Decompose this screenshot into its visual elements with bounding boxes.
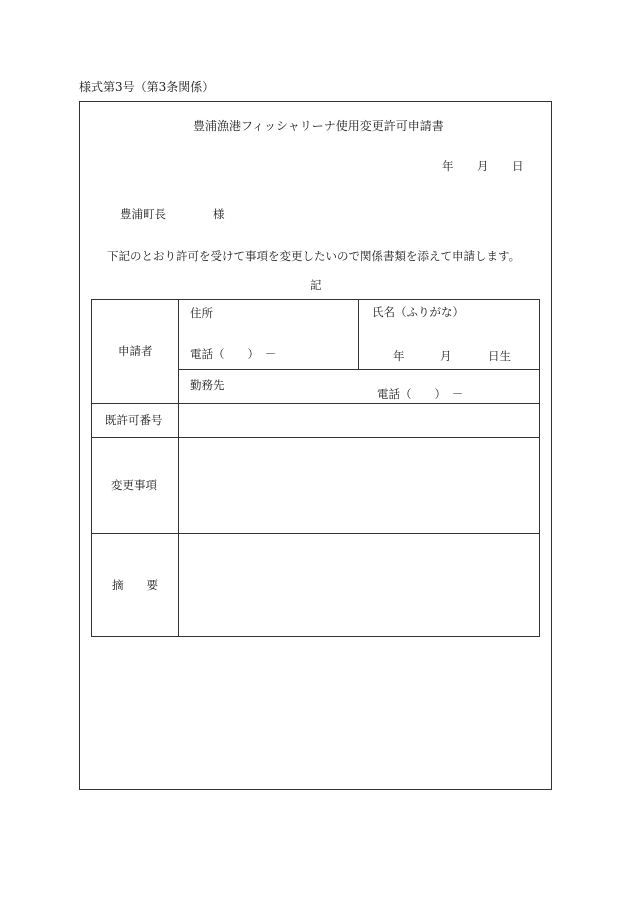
phone-field[interactable]: 電話（ ） －: [190, 347, 277, 361]
remarks-label: 摘 要: [112, 578, 158, 592]
form-title: 豊浦漁港フィッシャリーナ使用変更許可申請書: [193, 119, 444, 133]
address-field[interactable]: 住所: [190, 306, 213, 320]
birth-month: 月: [440, 349, 452, 363]
addressee-honorific: 様: [213, 207, 225, 221]
ki-mark: 記: [310, 278, 322, 292]
work-phone-field[interactable]: 電話（ ） －: [377, 387, 464, 401]
applicant-label: 申請者: [118, 344, 153, 358]
row-divider-applicant-address: [179, 369, 539, 370]
name-kana-field[interactable]: 氏名（ふりがな）: [372, 305, 464, 319]
form-number: 様式第3号（第3条関係）: [79, 80, 215, 94]
birth-year: 年: [393, 349, 405, 363]
date-month: 月: [477, 159, 489, 173]
workplace-field[interactable]: 勤務先: [190, 378, 225, 392]
application-table: [91, 299, 540, 637]
date-year: 年: [442, 159, 454, 173]
birth-day-suffix: 日生: [488, 349, 511, 363]
request-statement: 下記のとおり許可を受けて事項を変更したいので関係書類を添えて申請します。: [107, 249, 521, 263]
row-divider-changes: [92, 533, 539, 534]
addressee-name: 豊浦町長: [120, 207, 166, 221]
permit-number-label: 既許可番号: [105, 413, 163, 427]
changes-label: 変更事項: [111, 478, 157, 492]
label-column-divider: [178, 300, 179, 636]
name-column-divider: [358, 300, 359, 369]
row-divider-applicant: [92, 403, 539, 404]
row-divider-permit: [92, 437, 539, 438]
date-day: 日: [512, 159, 524, 173]
